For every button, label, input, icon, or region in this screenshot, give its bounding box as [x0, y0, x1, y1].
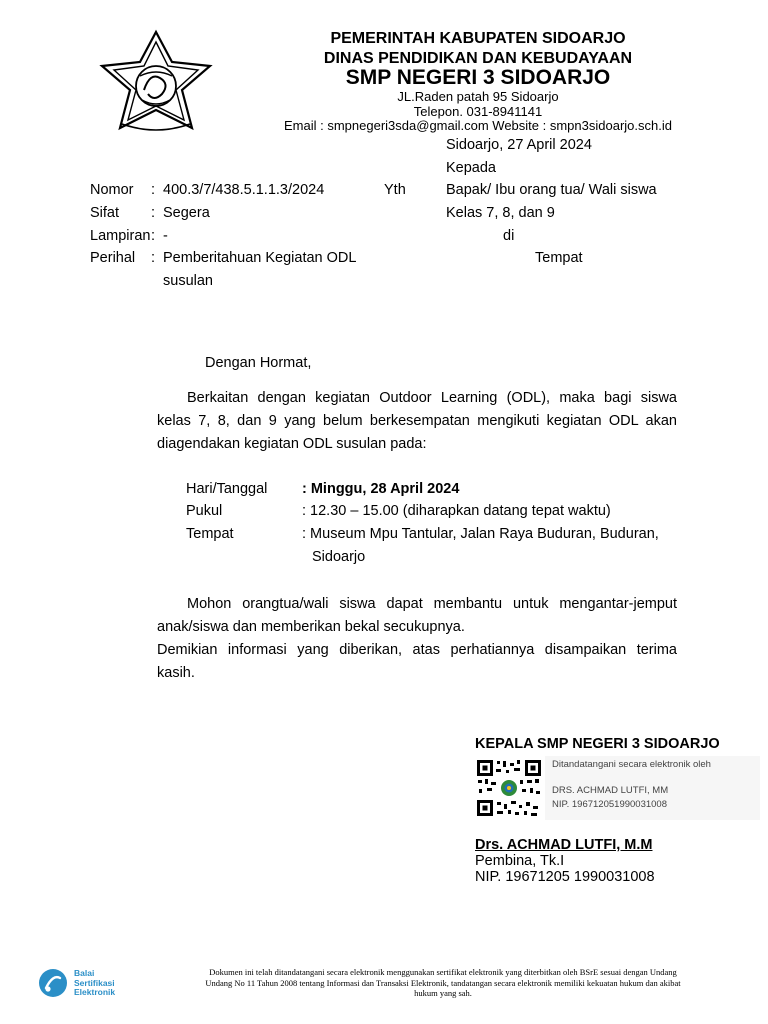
field-sep-nomor: : [151, 182, 156, 198]
schedule-value-time: : 12.30 – 15.00 (diharapkan datang tepat waktu) [302, 503, 611, 519]
qr-code-icon [475, 758, 543, 818]
paragraph-intro [157, 387, 677, 456]
signature-title: KEPALA SMP NEGERI 3 SIDOARJO [475, 736, 720, 752]
recipient-kepada: Kepada [446, 160, 496, 176]
recipient-line2: Kelas 7, 8, dan 9 [446, 205, 555, 221]
field-value-perihal: Pemberitahuan Kegiatan ODL [163, 250, 357, 266]
field-label-nomor: Nomor [90, 182, 134, 198]
stamp-caption: Ditandatangani secara elektronik oleh [552, 759, 711, 770]
letterhead-school: SMP NEGERI 3 SIDOARJO [345, 66, 611, 89]
schedule-label-place: Tempat [186, 526, 234, 542]
schedule-label-time: Pukul [186, 503, 223, 519]
paragraph-intro-line3: diagendakan kegiatan ODL susulan pada: [157, 436, 427, 452]
paragraph-intro-line2: kelas 7, 8, dan 9 yang belum berkesempatan mengikuti kegiatan ODL akan [157, 413, 677, 429]
regency-crest-logo [92, 28, 220, 136]
recipient-line1: Bapak/ Ibu orang tua/ Wali siswa [446, 182, 657, 198]
field-value-sifat: Segera [163, 205, 210, 221]
signer-nip: NIP. 19671205 1990031008 [475, 869, 655, 885]
field-sep-sifat: : [151, 205, 156, 221]
signer-rank: Pembina, Tk.I [475, 853, 565, 869]
bsre-logo-line1: Balai [74, 968, 95, 978]
field-value-nomor: 400.3/7/438.5.1.1.3/2024 [163, 182, 325, 198]
letterhead-contact: Email : smpnegeri3sda@gmail.com Website : smpn3sidoarjo.sch.id [284, 118, 672, 133]
paragraph-request-line2: anak/siswa dan memberikan bekal secukupnya. [157, 619, 465, 635]
field-label-lampiran: Lampiran [90, 228, 151, 244]
schedule-label-date: Hari/Tanggal [186, 481, 268, 497]
schedule-value-place-cont: Sidoarjo [312, 549, 366, 565]
paragraph-request [157, 593, 677, 639]
field-label-perihal: Perihal [90, 250, 136, 266]
paragraph-request-line1: Mohon orangtua/wali siswa dapat membantu untuk mengantar-jemput [187, 596, 677, 612]
letterhead-government: PEMERINTAH KABUPATEN SIDOARJO [330, 30, 626, 47]
field-value-perihal-cont: susulan [163, 273, 213, 289]
legal-footnote-line2: Undang No 11 Tahun 2008 tentang Informasi dan Transaksi Elektronik, tandatangan secara elektronik memiliki kekuatan hukum dan akibat [205, 977, 681, 988]
legal-footnote-line1: Dokumen ini telah ditandatangani secara elektronik menggunakan sertifikat elektronik yang diterbitkan oleh BSrE sesuai dengan Undang [209, 967, 677, 977]
legal-footnote-line3: hukum yang sah. [414, 988, 472, 998]
recipient-di: di [503, 228, 515, 244]
field-sep-lampiran: : [151, 228, 156, 244]
letterhead-phone: Telepon. 031-8941141 [413, 104, 543, 119]
bsre-logo-icon [38, 968, 68, 998]
signer-name: Drs. ACHMAD LUTFI, M.M [475, 837, 653, 853]
letterhead-department: DINAS PENDIDIKAN DAN KEBUDAYAAN [323, 50, 633, 67]
schedule-value-place: : Museum Mpu Tantular, Jalan Raya Buduran, Buduran, [302, 526, 659, 542]
field-sep-perihal: : [151, 250, 156, 266]
paragraph-closing-line1: Demikian informasi yang diberikan, atas perhatiannya disampaikan terima [157, 642, 677, 658]
bsre-logo-line2: Sertifikasi [74, 977, 115, 988]
letterhead-address: JL.Raden patah 95 Sidoarjo [397, 89, 559, 104]
paragraph-intro-line1: Berkaitan dengan kegiatan Outdoor Learning (ODL), maka bagi siswa [187, 390, 677, 406]
recipient-tempat: Tempat [535, 250, 583, 266]
schedule-value-date: : Minggu, 28 April 2024 [302, 481, 460, 497]
legal-footnote [148, 967, 738, 999]
field-value-lampiran: - [163, 228, 168, 244]
paragraph-closing-line2: kasih. [157, 665, 195, 681]
recipient-yth: Yth [384, 182, 406, 198]
greeting: Dengan Hormat, [205, 355, 312, 371]
stamp-signer-name: DRS. ACHMAD LUTFI, MM [552, 785, 669, 796]
paragraph-closing [157, 639, 677, 685]
field-label-sifat: Sifat [90, 205, 120, 221]
letter-date: Sidoarjo, 27 April 2024 [446, 137, 592, 153]
bsre-logo-text [74, 969, 115, 998]
stamp-signer-nip: NIP. 196712051990031008 [552, 799, 667, 810]
bsre-logo-line3: Elektronik [74, 987, 116, 997]
